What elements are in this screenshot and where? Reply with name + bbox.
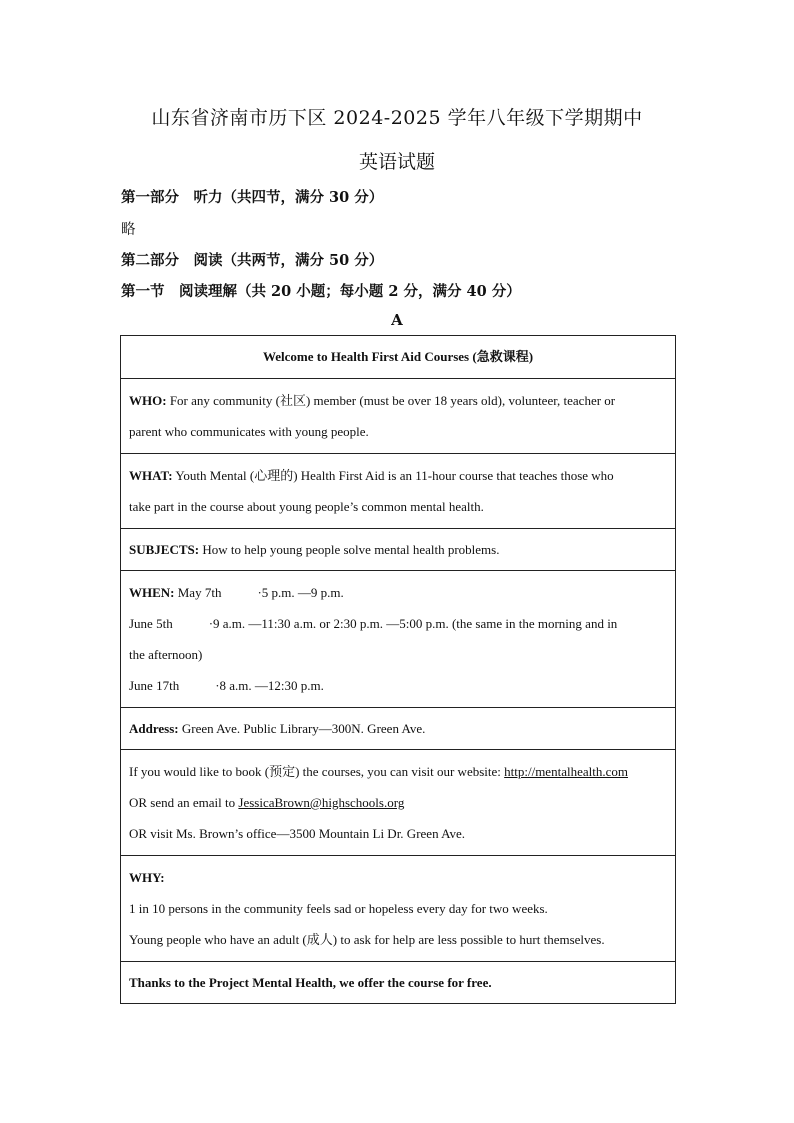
address-row [121, 708, 676, 750]
website-link[interactable]: http://mentalhealth.com [504, 764, 628, 779]
when-date-3: June 17th [129, 678, 180, 693]
why-text-1: 1 in 10 persons in the community feels sad or hopeless every day for two weeks. [129, 901, 548, 916]
subjects-row [121, 529, 676, 571]
subjects-text: How to help young people solve mental health problems. [199, 542, 500, 557]
notice-title-row [121, 336, 676, 379]
notice-table [120, 335, 676, 1004]
book-text: If you would like to book (预定) the courses, you can visit our website: [129, 764, 505, 779]
when-row [121, 571, 676, 708]
why-text-2: Young people who have an adult (成人) to ask for help are less possible to hurt themselves. [129, 932, 605, 947]
section1-heading: 第一节 阅读理解（共 20 小题；每小题 2 分，满分 40 分） [121, 283, 521, 300]
when-date-1: May 7th [174, 585, 222, 600]
address-text: Green Ave. Public Library—300N. Green Ave. [178, 721, 426, 736]
why-label: WHY: [129, 870, 165, 885]
part1-heading: 第一部分 听力（共四节，满分 30 分） [121, 189, 384, 206]
thanks-text: Thanks to the Project Mental Health, we offer the course for free. [129, 975, 492, 990]
visit-text: OR visit Ms. Brown’s office—3500 Mountain Li Dr. Green Ave. [129, 826, 466, 841]
when-label: WHEN: [129, 585, 175, 600]
who-row [121, 379, 676, 454]
who-text-2: parent who communicates with young people. [129, 424, 369, 439]
booking-row [121, 750, 676, 856]
passage-label: A [391, 311, 403, 329]
subjects-label: SUBJECTS: [129, 542, 200, 557]
when-time-2-cont: the afternoon) [129, 647, 203, 662]
part1-note: 略 [121, 222, 136, 238]
email-text: OR send an email to [129, 795, 239, 810]
part2-heading: 第二部分 阅读（共两节，满分 50 分） [121, 252, 384, 269]
exam-title: 山东省济南市历下区 2024-2025 学年八年级下学期期中 [151, 107, 643, 129]
address-label: Address: [129, 721, 179, 736]
notice-title: Welcome to Health First Aid Courses (急救课程) [121, 336, 676, 379]
what-row [121, 454, 676, 529]
who-text-1: For any community (社区) member (must be over 18 years old), volunteer, teacher or [166, 393, 616, 408]
when-time-3: ·8 a.m. —12:30 p.m. [215, 678, 324, 693]
when-time-1: ·5 p.m. —9 p.m. [257, 585, 344, 600]
thanks-row [121, 962, 676, 1004]
when-time-2: ·9 a.m. —11:30 a.m. or 2:30 p.m. —5:00 p.m. (the same in the morning and in [208, 616, 618, 631]
exam-subtitle: 英语试题 [358, 151, 435, 173]
when-date-2: June 5th [129, 616, 173, 631]
why-row [121, 856, 676, 962]
what-text-2: take part in the course about young people’s common mental health. [129, 499, 484, 514]
email-link[interactable]: JessicaBrown@highschools.org [238, 795, 405, 810]
who-label: WHO: [129, 393, 167, 408]
what-text-1: Youth Mental (心理的) Health First Aid is an 11-hour course that teaches those who [172, 468, 614, 483]
what-label: WHAT: [129, 468, 173, 483]
